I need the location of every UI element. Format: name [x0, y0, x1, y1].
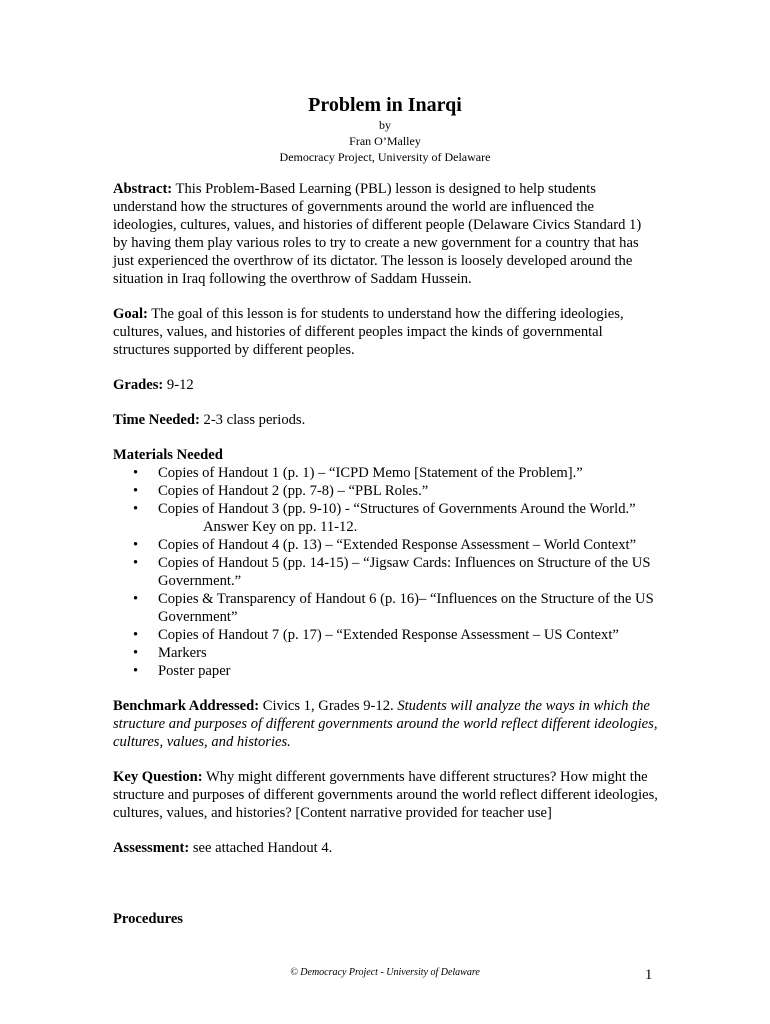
list-item: [113, 464, 658, 482]
bullet-icon: •: [133, 483, 139, 499]
grades-label: Grades:: [113, 377, 164, 393]
benchmark-label: Benchmark Addressed:: [113, 698, 260, 714]
list-item-text: Copies of Handout 5 (pp. 14-15) – “Jigsaw Cards: Influences on Structure of the US Government.”: [158, 555, 651, 589]
list-item: [113, 662, 658, 680]
abstract-section: [113, 180, 658, 288]
list-item-text: Copies & Transparency of Handout 6 (p. 16)– “Influences on the Structure of the US Government”: [158, 591, 654, 625]
list-item-text: Copies of Handout 4 (p. 13) – “Extended Response Assessment – World Context”: [158, 537, 637, 553]
list-item: [113, 554, 658, 590]
grades-section: [113, 376, 658, 394]
benchmark-italic-text: Students will analyze the ways in which the structure and purposes of different governments around the world reflect different ideologies, cultures, values, and histories.: [113, 698, 658, 750]
benchmark-text: Civics 1, Grades 9-12.: [259, 698, 398, 714]
document-header: [0, 93, 770, 165]
answer-key-note: Answer Key on pp. 11-12.: [203, 519, 358, 535]
bullet-icon: •: [133, 537, 139, 553]
bullet-icon: •: [133, 465, 139, 481]
abstract-text: This Problem-Based Learning (PBL) lesson is designed to help students understand how the structures of governments around the world are influenced the ideologies, cultures, values, and histories of different people (Delaware Civics Standard 1) by having them play various roles to try to create a new government for a country that has just experienced the overthrow of its dictator. The lesson is loosely developed around the situation in Iraq following the overthrow of Saddam Hussein.: [113, 181, 642, 287]
procedures-heading: Procedures: [113, 911, 183, 927]
key-question-text: Why might different governments have different structures? How might the structure and purposes of different governments around the world reflect different ideologies, cultures, values, and histories? [Content narrative provided for teacher use]: [113, 769, 658, 821]
goal-section: [113, 305, 658, 359]
author-affiliation: Democracy Project, University of Delaware: [279, 150, 491, 164]
benchmark-section: [113, 697, 658, 751]
goal-text: The goal of this lesson is for students to understand how the differing ideologies, cultures, values, and histories of different peoples impact the kinds of governmental structures supported by different peoples.: [113, 306, 624, 358]
list-item: [113, 482, 658, 500]
list-item-text: Copies of Handout 3 (pp. 9-10) - “Structures of Governments Around the World.”: [158, 501, 636, 517]
time-needed-section: [113, 411, 658, 429]
list-item: [113, 536, 658, 554]
bullet-icon: •: [133, 591, 139, 607]
materials-list: [113, 464, 658, 680]
list-item: [113, 626, 658, 644]
list-item: [113, 590, 658, 626]
document-body: [113, 180, 658, 874]
list-item-text: Copies of Handout 7 (p. 17) – “Extended Response Assessment – US Context”: [158, 627, 619, 643]
goal-label: Goal:: [113, 306, 148, 322]
bullet-icon: •: [133, 627, 139, 643]
author-name: Fran O’Malley: [349, 134, 421, 148]
assessment-section: [113, 839, 658, 857]
bullet-icon: •: [133, 555, 139, 571]
abstract-label: Abstract:: [113, 181, 173, 197]
grades-text: 9-12: [163, 377, 194, 393]
byline: by: [379, 118, 391, 132]
materials-heading: Materials Needed: [113, 447, 223, 463]
page-number: 1: [645, 967, 653, 983]
list-item-text: Copies of Handout 1 (p. 1) – “ICPD Memo [Statement of the Problem].”: [158, 465, 583, 481]
assessment-text: see attached Handout 4.: [189, 840, 333, 856]
list-item: [113, 644, 658, 662]
bullet-icon: •: [133, 645, 139, 661]
list-item-text: Poster paper: [158, 663, 231, 679]
list-item: [113, 500, 658, 536]
list-item-text: Copies of Handout 2 (pp. 7-8) – “PBL Roles.”: [158, 483, 429, 499]
bullet-icon: •: [133, 663, 139, 679]
assessment-label: Assessment:: [113, 840, 190, 856]
time-needed-label: Time Needed:: [113, 412, 200, 428]
key-question-section: [113, 768, 658, 822]
footer-copyright: © Democracy Project - University of Delaware: [290, 967, 480, 978]
document-title: Problem in Inarqi: [308, 94, 462, 116]
list-item-text: Markers: [158, 645, 207, 661]
key-question-label: Key Question:: [113, 769, 203, 785]
bullet-icon: •: [133, 501, 139, 517]
time-needed-text: 2-3 class periods.: [199, 412, 306, 428]
